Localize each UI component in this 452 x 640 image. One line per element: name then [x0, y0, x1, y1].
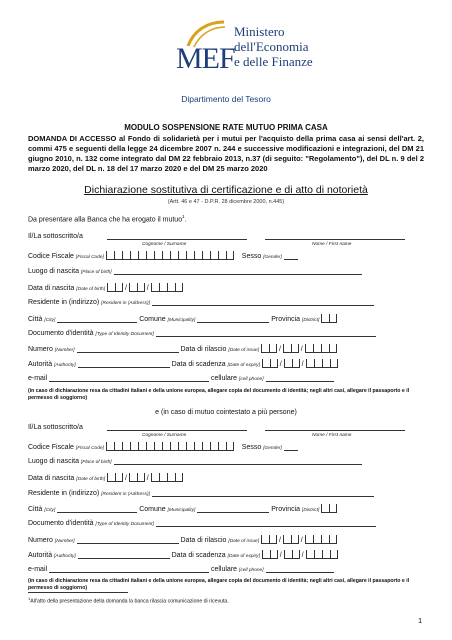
city-hint-2: [City]: [44, 508, 56, 513]
mef-logo: [170, 20, 370, 86]
number-hint-2: [Number]: [54, 539, 75, 544]
birthdate-hint: [Date of birth]: [76, 287, 106, 292]
firstname-field[interactable]: [265, 232, 405, 240]
id-doc-label-2: Documento d'identità: [28, 520, 94, 527]
doc-number-row: Numero [Number] Data di rilascio [Date of issue] / /: [28, 344, 337, 353]
contacts-row: [28, 374, 334, 382]
id-doc-hint: [Type of Identity Document]: [95, 332, 154, 337]
fiscal-code-hint: [Fiscal Code]: [75, 255, 104, 260]
city-field[interactable]: [57, 315, 137, 323]
firstname-hint-2: Nome / First name: [312, 433, 352, 438]
declaration-subtitle: (Artt. 46 e 47 - D.P.R. 28 dicembre 2000, n.445): [167, 199, 285, 205]
mobile-field[interactable]: [266, 374, 334, 382]
firstname-field-2[interactable]: [265, 423, 405, 431]
authority-hint: [Authority]: [54, 363, 76, 368]
signer-label-2: Il/La sottoscritto/a: [28, 424, 83, 431]
municipality-hint-2: [Municipality]: [167, 508, 196, 513]
birthdate-row-2: Data di nascita [Date of birth] / /: [28, 473, 183, 482]
authority-hint-2: [Authority]: [54, 554, 76, 559]
birthdate-label-2: Data di nascita: [28, 475, 75, 482]
number-hint: [Number]: [54, 348, 75, 353]
footnote-number: 1: [28, 596, 31, 601]
residence-field[interactable]: [152, 298, 374, 306]
municipality-label: Comune: [139, 316, 166, 323]
email-field-2[interactable]: [49, 565, 209, 573]
logo-line-2: dell'Economia: [234, 39, 309, 54]
birthplace-hint: [Place of birth]: [80, 270, 112, 275]
province-label-2: Provincia: [271, 506, 301, 513]
issue-date-hint: [Date of issue]: [228, 348, 260, 353]
birthplace-row: [28, 267, 362, 275]
number-field-2[interactable]: [77, 536, 179, 544]
province-boxes-2[interactable]: [321, 504, 337, 513]
city-row-2: [28, 504, 337, 513]
mobile-hint-2: [cell phone]: [239, 568, 264, 573]
number-label-2: Numero: [28, 537, 53, 544]
footnote: [28, 596, 229, 605]
authority-row: Autorità [Authority] Data di scadenza [Date of expiry] / /: [28, 359, 338, 368]
expiry-month-boxes[interactable]: [284, 359, 300, 368]
city-field-2[interactable]: [57, 505, 137, 513]
province-hint-2: [District]: [302, 508, 320, 513]
municipality-label-2: Comune: [139, 506, 166, 513]
logo-name: [234, 24, 313, 69]
birth-day-boxes[interactable]: [107, 283, 123, 292]
authority-label: Autorità: [28, 361, 53, 368]
surname-hint-2: Cognome / Surname: [142, 433, 187, 438]
footnote-ref: 1: [182, 214, 185, 219]
number-label: Numero: [28, 346, 53, 353]
authority-field-2[interactable]: [78, 551, 170, 559]
logo-line-3: e delle Finanze: [234, 54, 313, 69]
mobile-label: cellulare: [210, 375, 238, 382]
signer-label: Il/La sottoscritto/a: [28, 233, 83, 240]
mobile-label-2: cellulare: [210, 566, 238, 573]
residence-hint-2: [Resident in (Address)]: [101, 492, 150, 497]
form-title: MODULO SOSPENSIONE RATE MUTUO PRIMA CASA: [124, 123, 328, 132]
expiry-day-boxes-2[interactable]: [262, 550, 278, 559]
signer-row: [28, 232, 405, 240]
birthdate-label: Data di nascita: [28, 285, 75, 292]
present-end: .: [184, 216, 187, 224]
email-label-2: e-mail: [28, 566, 48, 573]
number-field[interactable]: [77, 345, 179, 353]
city-label: Città: [28, 316, 43, 323]
email-field[interactable]: [49, 374, 209, 382]
contacts-row-2: [28, 565, 334, 573]
issue-day-boxes-2[interactable]: [261, 535, 277, 544]
birthdate-row: Data di nascita [Date of birth] / /: [28, 283, 183, 292]
expiry-day-boxes[interactable]: [262, 359, 278, 368]
fiscal-code-label-2: Codice Fiscale: [28, 444, 74, 451]
id-note: (in caso di dichiarazione resa da cittadini italiani e della unione europea, allegare copia del documento di identità; negli altri casi, allegare il passaporto e il permesso di soggiorno): [28, 388, 410, 401]
expiry-hint: [Date of expiry]: [227, 363, 260, 368]
email-label: e-mail: [28, 375, 48, 382]
gender-field[interactable]: [284, 252, 298, 260]
surname-field-2[interactable]: [107, 423, 247, 431]
id-doc-hint-2: [Type of Identity Document]: [95, 522, 154, 527]
issue-year-boxes[interactable]: [305, 344, 337, 353]
doc-number-row-2: Numero [Number] Data di rilascio [Date of issue] / /: [28, 535, 337, 544]
fiscal-code-row: [28, 251, 298, 260]
present-text: Da presentare alla Banca che ha erogato il mutuo: [28, 216, 183, 224]
mobile-hint: [cell phone]: [239, 377, 264, 382]
residence-label: Residente in (indirizzo): [28, 299, 100, 306]
issue-month-boxes[interactable]: [283, 344, 299, 353]
expiry-hint-2: [Date of expiry]: [227, 554, 260, 559]
id-doc-row-2: [28, 519, 376, 527]
city-row: [28, 314, 337, 323]
page-number: 1: [418, 616, 423, 625]
issue-date-hint-2: [Date of issue]: [228, 539, 260, 544]
issue-year-boxes-2[interactable]: [305, 535, 337, 544]
footnote-divider: [28, 592, 128, 593]
expiry-year-boxes-2[interactable]: [306, 550, 338, 559]
residence-label-2: Residente in (indirizzo): [28, 490, 100, 497]
fiscal-code-boxes-2[interactable]: [106, 442, 234, 451]
birthplace-label-2: Luogo di nascita: [28, 458, 79, 465]
logo-line-1: Ministero: [234, 24, 285, 39]
issue-month-boxes-2[interactable]: [283, 535, 299, 544]
mobile-field-2[interactable]: [266, 565, 334, 573]
authority-row-2: Autorità [Authority] Data di scadenza [Date of expiry] / /: [28, 550, 338, 559]
expiry-label: Data di scadenza: [171, 361, 226, 368]
gender-hint: [Gender]: [263, 255, 282, 260]
province-hint: [District]: [302, 318, 320, 323]
fiscal-code-label: Codice Fiscale: [28, 253, 74, 260]
expiry-label-2: Data di scadenza: [171, 552, 226, 559]
firstname-hint: Nome / First name: [312, 242, 352, 247]
fiscal-code-row-2: [28, 442, 298, 451]
expiry-year-boxes[interactable]: [306, 359, 338, 368]
city-label-2: Città: [28, 506, 43, 513]
id-doc-label: Documento d'identità: [28, 330, 94, 337]
province-boxes[interactable]: [321, 314, 337, 323]
issue-date-label-2: Data di rilascio: [180, 537, 227, 544]
fiscal-code-hint-2: [Fiscal Code]: [75, 446, 104, 451]
present-to-bank: [28, 214, 187, 223]
authority-label-2: Autorità: [28, 552, 53, 559]
id-doc-field[interactable]: [156, 329, 376, 337]
form-intro: DOMANDA DI ACCESSO al Fondo di solidarietà per i mutui per l'acquisto della prima casa ai sensi dell'art. 2, commi 475 e seguenti della legge 24 dicembre 2007 n. 244 e successive modificazioni e integrazioni, del DM 21 giugno 2010, n. 132 come integrato dal DM 22 febbraio 2013, n.37 (di seguito: "Regolamento"), del DL n. 9 del 2 marzo 2020, del DL n. 18 del 17 marzo 2020 e del DM 25 marzo 2020: [28, 134, 424, 173]
municipality-hint: [Municipality]: [167, 318, 196, 323]
expiry-month-boxes-2[interactable]: [284, 550, 300, 559]
surname-hint: Cognome / Surname: [142, 242, 187, 247]
birthplace-hint-2: [Place of birth]: [80, 460, 112, 465]
residence-field-2[interactable]: [152, 489, 374, 497]
gender-field-2[interactable]: [284, 443, 298, 451]
birthplace-row-2: [28, 457, 362, 465]
id-doc-field-2[interactable]: [156, 519, 376, 527]
birth-year-boxes[interactable]: [151, 283, 183, 292]
gender-label: Sesso: [241, 253, 262, 260]
id-doc-row: [28, 329, 376, 337]
fiscal-code-boxes[interactable]: [106, 251, 234, 260]
birth-month-boxes-2[interactable]: [129, 473, 145, 482]
birth-month-boxes[interactable]: [129, 283, 145, 292]
co-owner-line: e (in caso di mutuo cointestato a più persone): [155, 409, 297, 416]
city-hint: [City]: [44, 318, 56, 323]
logo-abbr: MEF: [176, 42, 235, 75]
gender-hint-2: [Gender]: [263, 446, 282, 451]
birth-day-boxes-2[interactable]: [107, 473, 123, 482]
department: Dipartimento del Tesoro: [181, 94, 271, 104]
municipality-field-2[interactable]: [197, 505, 269, 513]
declaration-title: Dichiarazione sostitutiva di certificazione e di atto di notorietà: [84, 184, 368, 196]
municipality-field[interactable]: [197, 315, 269, 323]
footnote-text: All'atto della presentazione della domanda la banca rilascia comunicazione di ricevuta.: [30, 598, 229, 605]
id-note-2: (in caso di dichiarazione resa da cittadini italiani e della unione europea, allegare copia del documento di identità; negli altri casi, allegare il passaporto e il permesso di soggiorno): [28, 578, 410, 591]
birthdate-hint-2: [Date of birth]: [76, 477, 106, 482]
province-label: Provincia: [271, 316, 301, 323]
residence-row-2: [28, 489, 374, 497]
issue-date-label: Data di rilascio: [180, 346, 227, 353]
authority-field[interactable]: [78, 360, 170, 368]
birthplace-field[interactable]: [114, 267, 362, 275]
residence-row: [28, 298, 374, 306]
gender-label-2: Sesso: [241, 444, 262, 451]
birth-year-boxes-2[interactable]: [151, 473, 183, 482]
issue-day-boxes[interactable]: [261, 344, 277, 353]
surname-field[interactable]: [107, 232, 247, 240]
birthplace-field-2[interactable]: [114, 457, 362, 465]
birthplace-label: Luogo di nascita: [28, 268, 79, 275]
residence-hint: [Resident in (Address)]: [101, 301, 150, 306]
signer-row-2: [28, 423, 405, 431]
